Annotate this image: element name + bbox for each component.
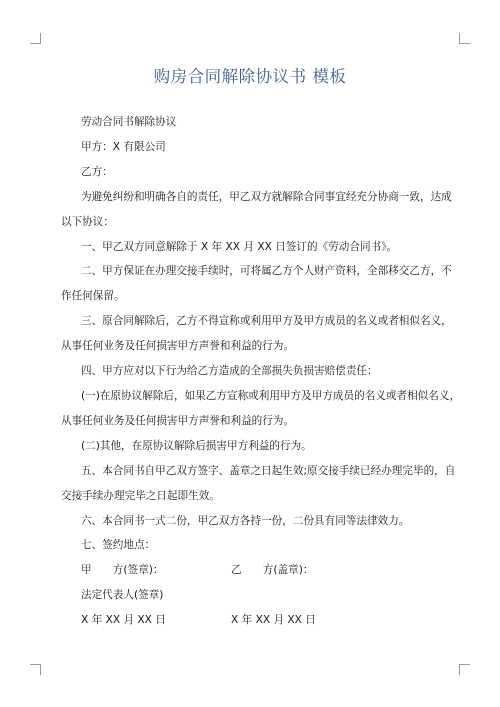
- clause-3-line-2: 从事任何业务及任何损害甲方声誉和利益的行为。: [61, 340, 295, 353]
- document-body: [61, 110, 461, 633]
- signature-row: [61, 558, 441, 583]
- party-b-date: X 年 XX 月 XX 日: [231, 614, 316, 627]
- clause-5-line-1: 五、本合同书自甲乙双方签字、盖章之日起生效;原交接手续已经办理完毕的，自: [81, 464, 456, 477]
- clause-1: 一、甲乙双方同意解除于 X 年 XX 月 XX 日签订的《劳动合同书》。: [81, 240, 398, 253]
- clause-5-line-2: 交接手续办理完毕之日起即生效。: [61, 489, 220, 502]
- party-b-signature: 乙 方(盖章)：: [231, 564, 314, 577]
- page-title: 购房合同解除协议书 模板: [153, 67, 347, 86]
- clause-4-1-line-2: 从事任何业务及任何损害甲方声誉和利益的行为。: [61, 414, 295, 427]
- clause-3-line-1: 三、原合同解除后，乙方不得宣称或利用甲方及甲方成员的名义或者相似名义，: [81, 315, 452, 328]
- party-b-line: 乙方：: [81, 165, 113, 178]
- clause-2-line-1: 二、甲方保证在办理交接手续时，可将属乙方个人财产资料，全部移交乙方，不: [81, 265, 452, 278]
- legal-representative: 法定代表人(签章): [81, 589, 164, 602]
- intro-line-2: 以下协议：: [61, 215, 114, 228]
- clause-7: 七、签约地点：: [81, 539, 156, 552]
- clause-4-1-line-1: (一)在原协议解除后，如果乙方宣称或利用甲方及甲方成员的名义或者相似名义，: [81, 389, 461, 402]
- clause-6: 六、本合同书一式二份，甲乙双方各持一份，二份具有同等法律效力。: [81, 514, 410, 527]
- document-subtitle: 劳动合同书解除协议: [81, 116, 177, 128]
- crop-mark-top-left: [30, 33, 41, 44]
- party-a-line: 甲方：X 有限公司: [81, 140, 166, 153]
- date-row: [61, 608, 441, 633]
- clause-4-2: (二)其他，在原协议解除后损害甲方利益的行为。: [81, 439, 312, 452]
- crop-mark-top-right: [459, 33, 470, 44]
- crop-mark-bottom-right: [459, 664, 470, 675]
- clause-2-line-2: 作任何保留。: [61, 290, 125, 303]
- crop-mark-bottom-left: [30, 664, 41, 675]
- intro-line-1: 为避免纠纷和明确各自的责任，甲乙双方就解除合同事宜经充分协商一致，达成: [81, 190, 452, 203]
- clause-4: 四、甲方应对以下行为给乙方造成的全部损失负损害赔偿责任：: [81, 365, 378, 378]
- party-a-signature: 甲 方(签章)：: [81, 564, 164, 577]
- party-a-date: X 年 XX 月 XX 日: [81, 614, 166, 627]
